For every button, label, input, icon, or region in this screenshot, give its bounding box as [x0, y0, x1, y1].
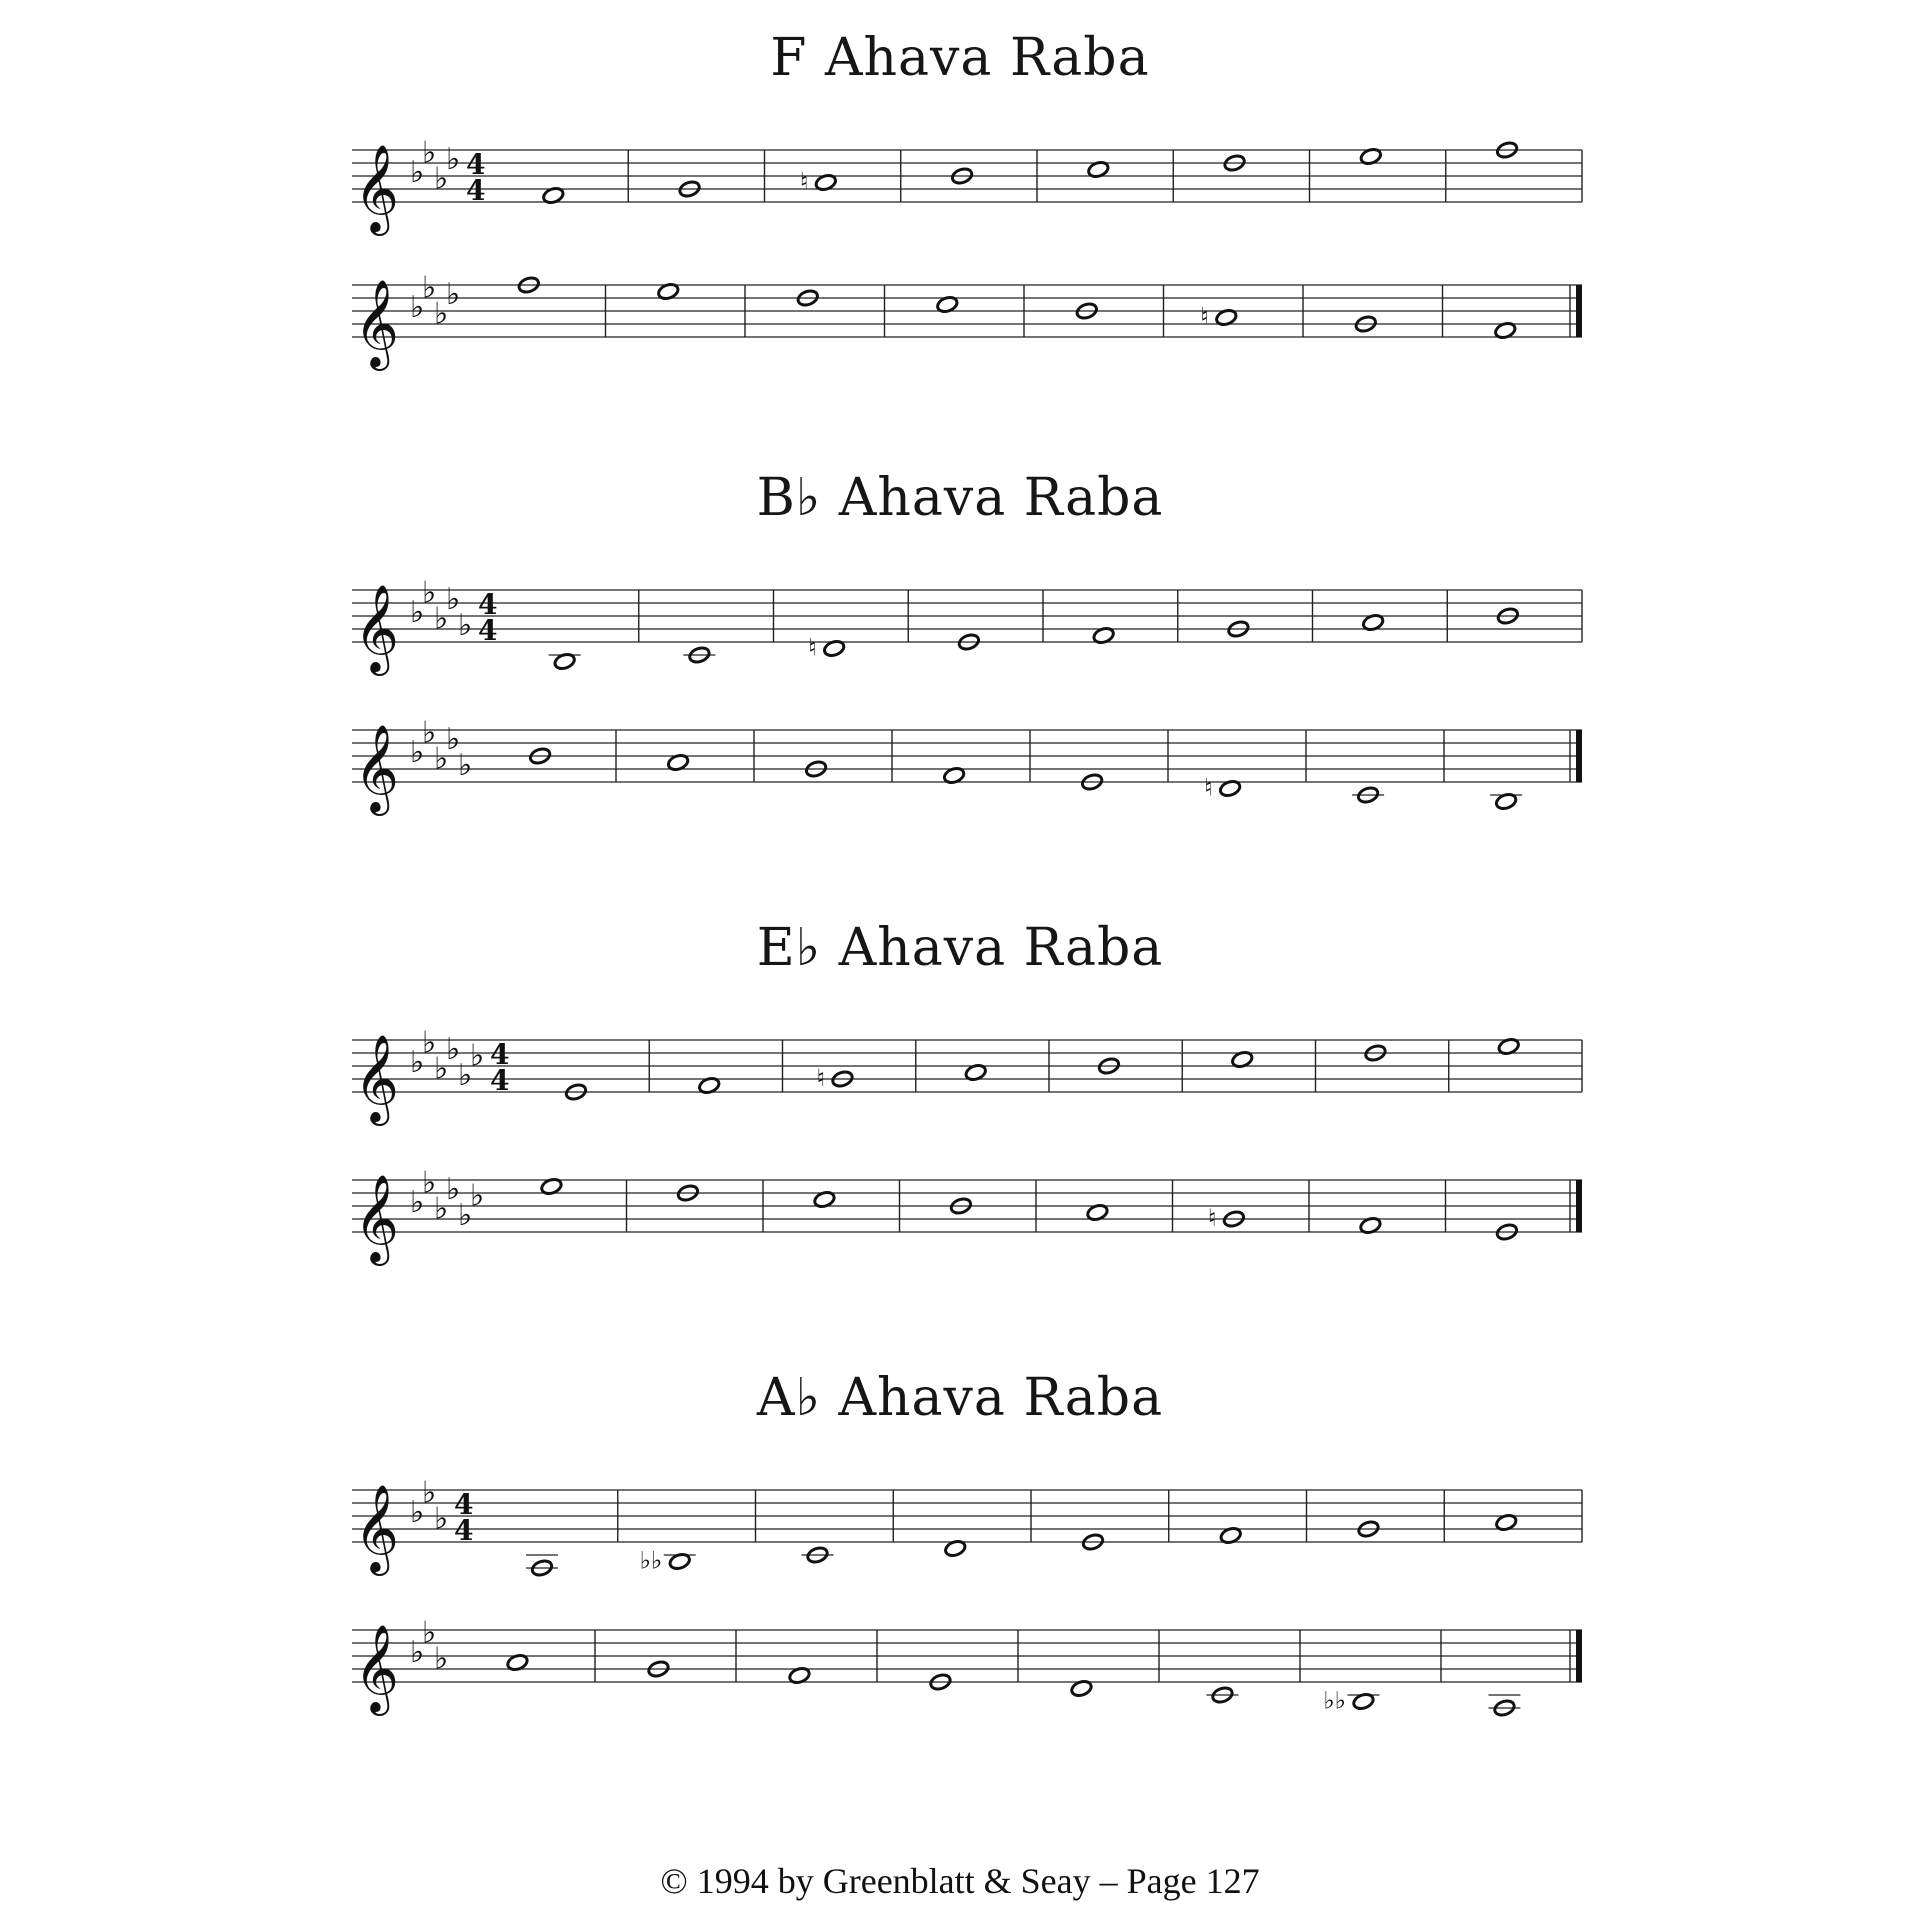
- time-signature-top: 4: [490, 1038, 510, 1071]
- treble-clef-icon: 𝄞: [354, 1483, 399, 1572]
- accidental-icon: ♮: [1207, 1204, 1217, 1232]
- scale-title: E♭ Ahava Raba: [756, 918, 1164, 978]
- key-flat-icon: ♭: [410, 155, 425, 190]
- key-flat-icon: ♭: [422, 715, 437, 751]
- key-flat-icon: ♭: [410, 290, 425, 325]
- key-flat-icon: ♭: [410, 1045, 425, 1080]
- key-flat-icon: ♭: [422, 575, 437, 611]
- treble-clef-icon: 𝄞: [354, 1623, 399, 1712]
- key-flat-icon: ♭: [434, 1501, 449, 1537]
- time-signature-top: 4: [454, 1488, 474, 1521]
- final-bar-thick: [1576, 730, 1582, 782]
- key-flat-icon: ♭: [458, 1198, 473, 1233]
- key-flat-icon: ♭: [446, 1172, 461, 1207]
- key-flat-icon: ♭: [434, 296, 449, 332]
- accidental-icon: ♭♭: [1323, 1686, 1347, 1715]
- key-flat-icon: ♭: [446, 277, 461, 312]
- key-flat-icon: ♭: [410, 1185, 425, 1220]
- key-flat-icon: ♭: [446, 142, 461, 177]
- final-bar-thick: [1576, 285, 1582, 337]
- key-flat-icon: ♭: [422, 1615, 437, 1651]
- key-flat-icon: ♭: [470, 1178, 485, 1214]
- final-bar-thick: [1576, 1180, 1582, 1232]
- key-flat-icon: ♭: [410, 735, 425, 770]
- time-signature-bottom: 4: [490, 1064, 510, 1097]
- key-flat-icon: ♭: [422, 135, 437, 171]
- key-flat-icon: ♭: [434, 161, 449, 197]
- accidental-icon: ♮: [808, 633, 817, 662]
- accidental-icon: ♮: [799, 167, 809, 196]
- key-flat-icon: ♭: [410, 1635, 425, 1670]
- key-flat-icon: ♭: [434, 1641, 449, 1677]
- key-flat-icon: ♭: [458, 1058, 473, 1093]
- key-flat-icon: ♭: [446, 582, 461, 617]
- scale-title: A♭ Ahava Raba: [756, 1368, 1164, 1428]
- key-flat-icon: ♭: [434, 741, 449, 777]
- key-flat-icon: ♭: [422, 1165, 437, 1201]
- key-flat-icon: ♭: [410, 595, 425, 630]
- key-flat-icon: ♭: [422, 270, 437, 306]
- time-signature-bottom: 4: [478, 614, 498, 647]
- key-flat-icon: ♭: [458, 608, 473, 643]
- accidental-icon: ♮: [816, 1064, 826, 1092]
- time-signature-bottom: 4: [454, 1514, 474, 1547]
- page-footer: © 1994 by Greenblatt & Seay – Page 127: [660, 1861, 1260, 1901]
- key-flat-icon: ♭: [458, 748, 473, 783]
- key-flat-icon: ♭: [410, 1495, 425, 1530]
- scale-title: B♭ Ahava Raba: [756, 468, 1164, 528]
- key-flat-icon: ♭: [422, 1025, 437, 1061]
- accidental-icon: ♮: [1204, 773, 1213, 802]
- treble-clef-icon: 𝄞: [354, 143, 399, 232]
- treble-clef-icon: 𝄞: [354, 1033, 399, 1122]
- scale-title: F Ahava Raba: [770, 28, 1150, 88]
- key-flat-icon: ♭: [446, 722, 461, 757]
- key-flat-icon: ♭: [434, 601, 449, 637]
- treble-clef-icon: 𝄞: [354, 583, 399, 672]
- key-flat-icon: ♭: [434, 1191, 449, 1227]
- accidental-icon: ♭♭: [639, 1546, 663, 1575]
- time-signature-bottom: 4: [466, 174, 486, 207]
- treble-clef-icon: 𝄞: [354, 1173, 399, 1262]
- final-bar-thick: [1576, 1630, 1582, 1682]
- treble-clef-icon: 𝄞: [354, 278, 399, 367]
- key-flat-icon: ♭: [470, 1038, 485, 1074]
- accidental-icon: ♮: [1200, 302, 1209, 331]
- treble-clef-icon: 𝄞: [354, 723, 399, 812]
- key-flat-icon: ♭: [422, 1475, 437, 1511]
- key-flat-icon: ♭: [446, 1032, 461, 1067]
- key-flat-icon: ♭: [434, 1051, 449, 1087]
- time-signature-top: 4: [466, 148, 486, 181]
- time-signature-top: 4: [478, 588, 498, 621]
